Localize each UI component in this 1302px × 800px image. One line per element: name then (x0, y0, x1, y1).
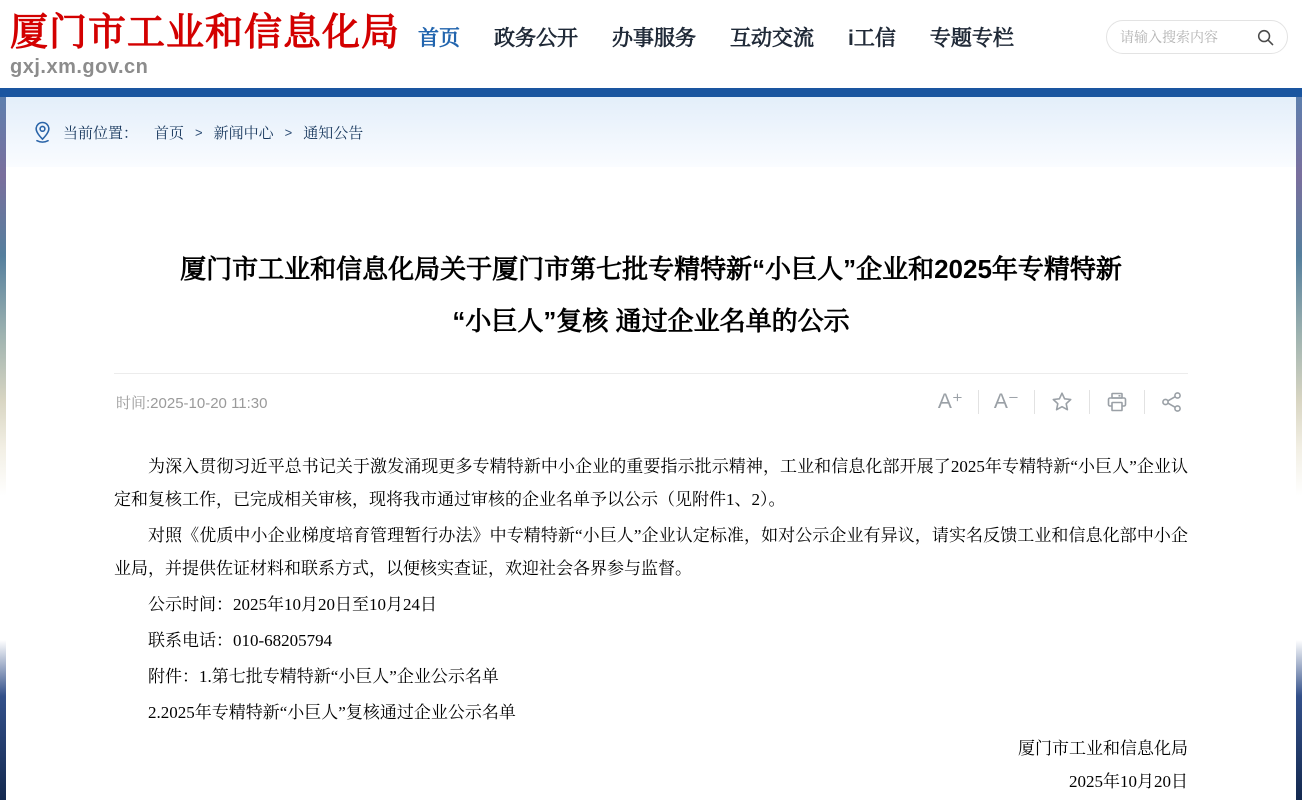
nav-item-special-topics[interactable]: 专题专栏 (929, 27, 1014, 50)
breadcrumb-item-news-center[interactable]: 新闻中心 (213, 124, 274, 142)
breadcrumb-separator: > (284, 124, 293, 140)
page-wrap (6, 97, 1296, 800)
nav-item-i-industry[interactable]: i工信 (848, 27, 896, 50)
search-box (1106, 20, 1288, 54)
search-input[interactable] (1120, 29, 1256, 45)
site-logo-domain: gxj.xm.gov.cn (10, 56, 149, 78)
breadcrumb-label: 当前位置： (63, 124, 139, 142)
attachment-line-2: 2.2025年专精特新“小巨人”复核通过企业公示名单 (148, 703, 516, 722)
breadcrumb-separator: > (195, 124, 203, 140)
article-card (6, 167, 1296, 800)
breadcrumb-item-notices[interactable]: 通知公告 (303, 124, 364, 142)
search-icon[interactable] (1256, 28, 1274, 46)
publish-time: 时间:2025-10-20 11:30 (116, 394, 268, 412)
article-title (114, 167, 1188, 347)
main-nav (418, 22, 1014, 52)
header-divider-bar (0, 88, 1302, 97)
signature-org: 厦门市工业和信息化局 (1018, 739, 1188, 758)
contact-phone-line: 联系电话：010-68205794 (148, 631, 333, 650)
article-meta-row (114, 373, 1188, 422)
font-decrease-button[interactable]: A⁻ (978, 390, 1034, 414)
article-title-line-2: “小巨人”复核 通过企业名单的公示 (452, 306, 850, 336)
location-pin-icon (33, 120, 52, 144)
publicity-period-line: 公示时间：2025年10月20日至10月24日 (148, 595, 437, 614)
article-paragraph: 对照《优质中小企业梯度培育管理暂行办法》中专精特新“小巨人”企业认定标准，如对公示企业有异议，请实名反馈工业和信息化部中小企业局，并提供佐证材料和联系方式，以便核实查证，欢迎社会各界参与监督。 (114, 526, 1188, 578)
share-icon[interactable] (1144, 390, 1186, 414)
site-logo-title: 厦门市工业和信息化局 (10, 9, 401, 54)
article-body (114, 450, 1188, 798)
article-paragraph: 为深入贯彻习近平总书记关于激发涌现更多专精特新中小企业的重要指示批示精神，工业和信息化部开展了2025年专精特新“小巨人”企业认定和复核工作，已完成相关审核，现将我市通过审核的企业名单予以公示（见附件1、2）。 (114, 457, 1188, 509)
signature-block (114, 732, 1188, 798)
site-header (0, 0, 1302, 88)
article-title-line-1: 厦门市工业和信息化局关于厦门市第七批专精特新“小巨人”企业和2025年专精特新 (180, 254, 1122, 284)
site-logo[interactable] (10, 10, 400, 78)
font-increase-button[interactable]: A⁺ (923, 390, 978, 414)
article-toolbar (923, 390, 1186, 414)
nav-item-home[interactable]: 首页 (418, 27, 461, 50)
breadcrumb-item-home[interactable]: 首页 (154, 124, 185, 142)
attachment-line-1: 附件：1.第七批专精特新“小巨人”企业公示名单 (148, 667, 499, 686)
nav-item-services[interactable]: 办事服务 (612, 27, 697, 50)
print-icon[interactable] (1089, 390, 1144, 414)
signature-date: 2025年10月20日 (1069, 772, 1188, 791)
nav-item-government-affairs[interactable]: 政务公开 (494, 27, 579, 50)
favorite-star-icon[interactable] (1034, 390, 1089, 414)
breadcrumb (6, 97, 1296, 167)
nav-item-interaction[interactable]: 互动交流 (730, 27, 815, 50)
